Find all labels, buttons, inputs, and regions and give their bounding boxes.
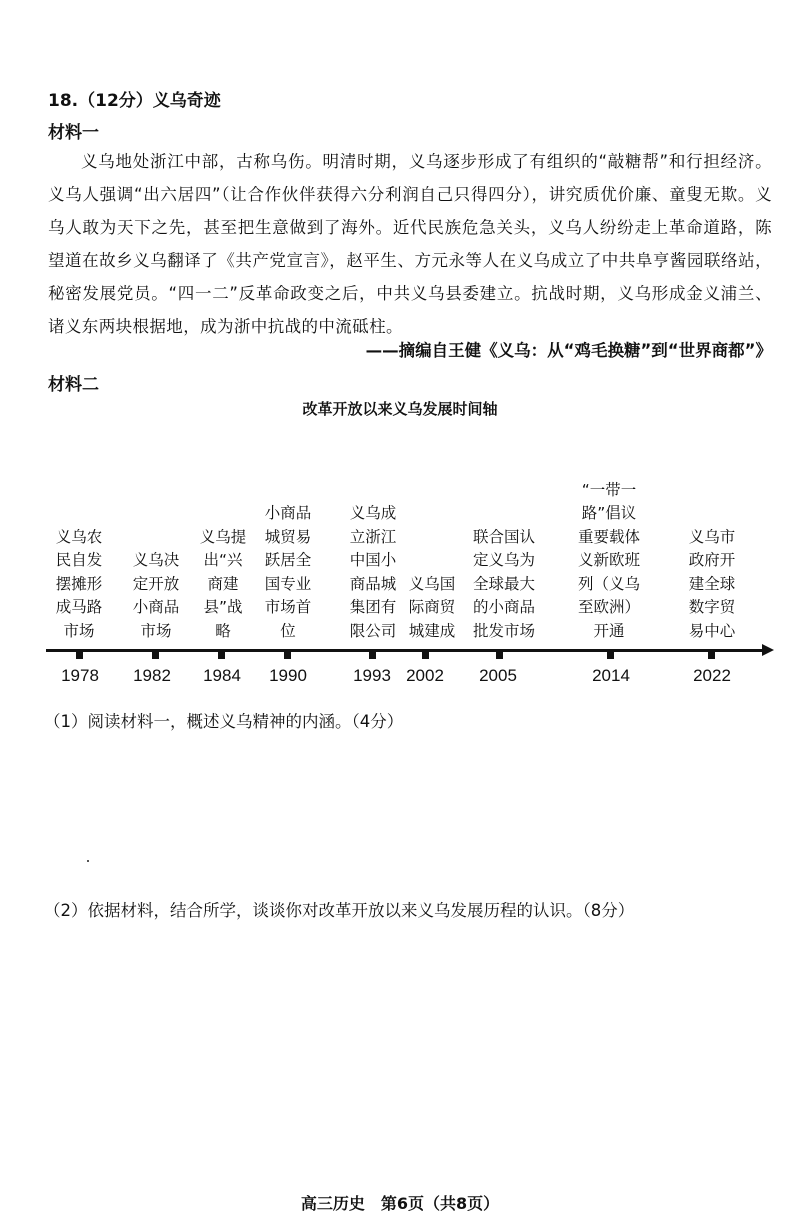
question-1: （1）阅读材料一，概述义乌精神的内涵。（4分） [44,712,404,731]
timeline-year: 1990 [269,666,307,685]
timeline-tick [607,651,614,659]
timeline-tick [708,651,715,659]
page-footer: 高三历史 第6页（共8页） [300,1194,500,1213]
timeline-tick [76,651,83,659]
timeline-year: 1982 [133,666,171,685]
timeline-event-2005: 联合国认定义乌为全球最大的小商品批发市场 [472,527,535,640]
question-2: （2）依据材料，结合所学，谈谈你对改革开放以来义乌发展历程的认识。（8分） [44,901,635,920]
timeline-tick [218,651,225,659]
timeline-tick [284,651,291,659]
question-title: 18.（12分）义乌奇迹 [48,91,221,111]
timeline-tick [496,651,503,659]
timeline-event-1993: 义乌成立浙江中国小商品城集团有限公司 [349,504,397,640]
timeline-year: 2022 [693,666,731,685]
timeline-tick [152,651,159,659]
timeline-event-1984: 义乌提出“兴商建县”战略 [199,527,247,640]
timeline-event-1978: 义乌农民自发摆摊形成马路市场 [55,527,103,640]
timeline-year: 2005 [479,666,517,685]
timeline-event-2022: 义乌市政府开建全球数字贸易中心 [688,527,736,640]
timeline-arrow-icon [762,644,774,656]
timeline-tick [422,651,429,659]
timeline-event-1982: 义乌决定开放小商品市场 [132,551,180,640]
timeline-year: 1978 [61,666,99,685]
timeline-event-2002: 义乌国际商贸城建成 [408,574,456,640]
material2-label: 材料二 [48,375,99,395]
material1-text: 义乌地处浙江中部，古称乌伤。明清时期，义乌逐步形成了有组织的“敲糖帮”和行担经济。义乌人强调“出六居四”（让合作伙伴获得六分利润自己只得四分），讲究质优价廉、童叟无欺。义乌人敢为天下之先，甚至把生意做到了海外。近代民族危急关头，义乌人纷纷走上革命道路，陈望道在故乡义乌翻译了《共产党宣言》，赵平生、方元永等人在义乌成立了中共阜亨酱园联络站，秘密发展党员。“四一二”反革命政变之后，中共义乌县委建立。抗战时期，义乌形成金义浦兰、诸义东两块根据地，成为浙中抗战的中流砥柱。 [48,152,772,336]
timeline-year: 2002 [406,666,444,685]
timeline-event-1990: 小商品城贸易跃居全国专业市场首位 [264,504,312,640]
timeline-title: 改革开放以来义乌发展时间轴 [302,400,498,418]
timeline-year: 1993 [353,666,391,685]
material1-label: 材料一 [48,123,99,143]
timeline-year: 2014 [592,666,630,685]
scan-speck [87,860,89,862]
timeline-year: 1984 [203,666,241,685]
material1-source: ——摘编自王健《义乌：从“鸡毛换糖”到“世界商都”》 [365,341,772,360]
timeline-event-2014: “一带一路”倡议重要载体义新欧班列（义乌至欧洲）开通 [577,480,640,640]
timeline-tick [369,651,376,659]
